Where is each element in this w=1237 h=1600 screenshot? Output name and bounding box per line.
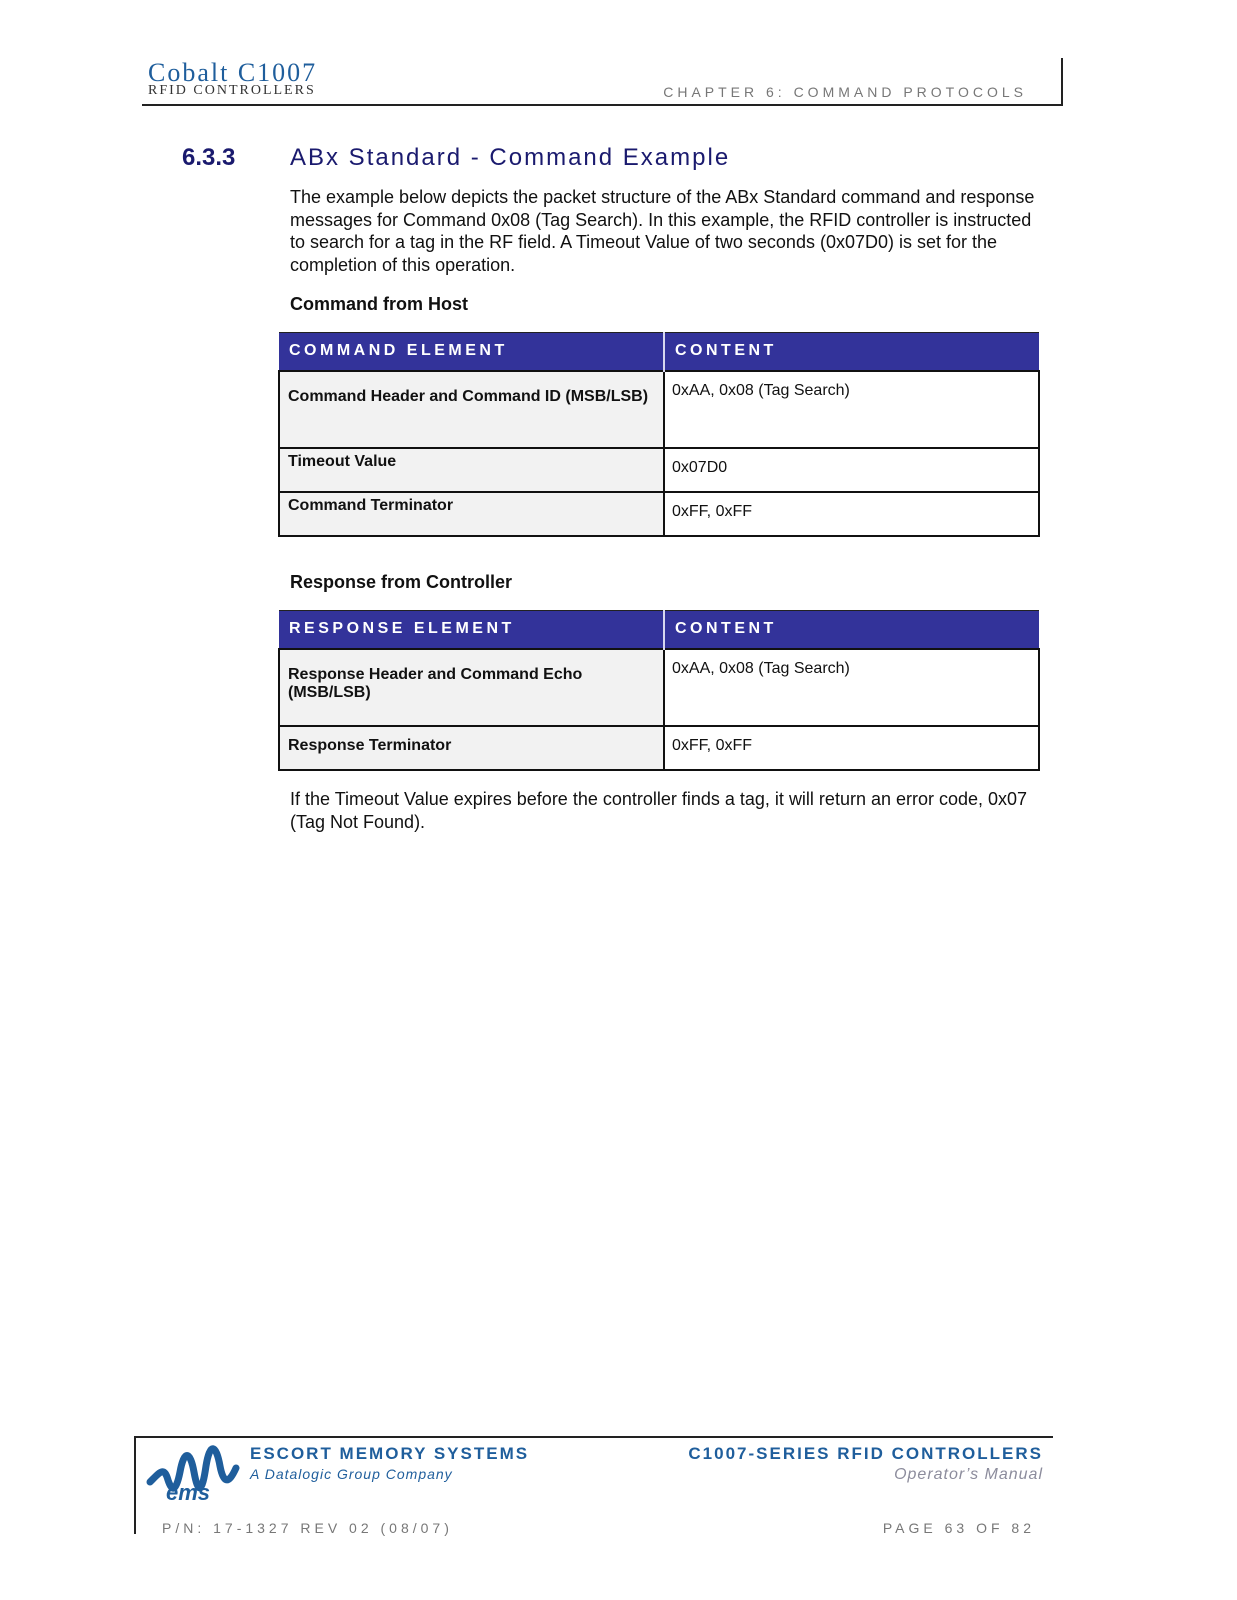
element-cell: Command Terminator — [279, 492, 664, 536]
content-cell: 0x07D0 — [664, 448, 1039, 492]
section-number: 6.3.3 — [182, 144, 236, 171]
closing-paragraph: If the Timeout Value expires before the controller finds a tag, it will return an error code, 0x07 (Tag Not Found). — [290, 789, 1028, 832]
brand-name: Cobalt C1007 — [148, 58, 318, 87]
header-rule — [142, 104, 1063, 106]
element-cell: Response Header and Command Echo (MSB/LSB) — [279, 649, 664, 726]
brand-subtitle: RFID CONTROLLERS — [148, 83, 316, 98]
column-header-content: CONTENT — [664, 611, 1039, 649]
footer-company-sub: A Datalogic Group Company — [250, 1466, 453, 1482]
column-header-content: CONTENT — [664, 333, 1039, 371]
footer-page-number: PAGE 63 OF 82 — [882, 1520, 1035, 1536]
table-row — [279, 371, 1039, 448]
element-cell: Command Header and Command ID (MSB/LSB) — [279, 371, 664, 448]
chapter-title: CHAPTER 6: COMMAND PROTOCOLS — [663, 84, 1027, 100]
footer-company: ESCORT MEMORY SYSTEMS — [250, 1444, 530, 1463]
content-cell: 0xFF, 0xFF — [664, 726, 1039, 770]
table-header-row — [279, 333, 1039, 371]
table-row — [279, 492, 1039, 536]
footer-part-number: P/N: 17-1327 REV 02 (08/07) — [162, 1520, 453, 1536]
content-cell: 0xAA, 0x08 (Tag Search) — [664, 371, 1039, 448]
column-header-element: RESPONSE ELEMENT — [279, 611, 664, 649]
table-row — [279, 649, 1039, 726]
column-header-element: COMMAND ELEMENT — [279, 333, 664, 371]
table-header-row — [279, 611, 1039, 649]
footer-product: C1007-SERIES RFID CONTROLLERS — [688, 1444, 1043, 1463]
header-vertical-rule — [1061, 58, 1063, 106]
ems-logo-text: ems — [166, 1480, 211, 1505]
footer-product-sub: Operator’s Manual — [894, 1466, 1043, 1483]
table-row — [279, 726, 1039, 770]
intro-paragraph: The example below depicts the packet structure of the ABx Standard command and response messages for Command 0x08 (Tag Search). In this example, the RFID controller is instructed to search for a tag in the RF field. A Timeout Value of two seconds (0x07D0) is set for the completion of this operation. — [290, 187, 1035, 275]
section-title: ABx Standard - Command Example — [290, 144, 731, 171]
command-table-heading: Command from Host — [290, 294, 469, 314]
element-cell: Timeout Value — [279, 448, 664, 492]
element-cell: Response Terminator — [279, 726, 664, 770]
content-cell: 0xAA, 0x08 (Tag Search) — [664, 649, 1039, 726]
response-table-heading: Response from Controller — [290, 572, 513, 592]
brand-logo — [148, 60, 317, 98]
command-table — [278, 332, 1040, 537]
table-row — [279, 448, 1039, 492]
response-table — [278, 610, 1040, 771]
content-cell: 0xFF, 0xFF — [664, 492, 1039, 536]
